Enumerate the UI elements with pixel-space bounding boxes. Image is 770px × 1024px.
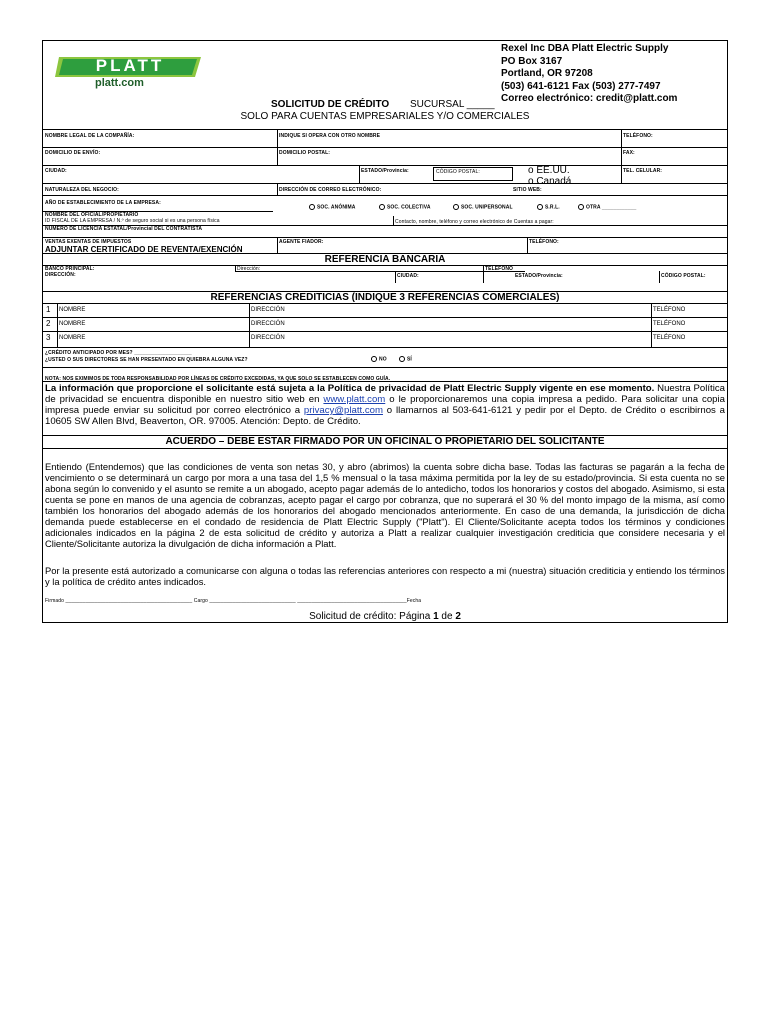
bond-agent-label[interactable]: AGENTE FIADOR:: [279, 239, 324, 245]
radio-icon: [399, 356, 405, 362]
bank-city-label[interactable]: CIUDAD:: [397, 273, 419, 279]
phone-label[interactable]: TELÉFONO:: [623, 133, 653, 139]
fax-label[interactable]: FAX:: [623, 150, 635, 156]
license-label[interactable]: NÚMERO DE LICENCIA ESTATAL/Provincial DEL CONTRATISTA: [45, 226, 203, 232]
credit-application-form: [42, 40, 728, 623]
resale-certificate-label: ADJUNTAR CERTIFICADO DE REVENTA/EXENCIÓN: [45, 245, 243, 254]
title-text: SOLICITUD DE CRÉDITO: [271, 99, 390, 110]
cell-label[interactable]: TEL. CELULAR:: [623, 168, 663, 174]
radio-icon: [453, 204, 459, 210]
bank-name-label[interactable]: BANCO PRINCIPAL:: [45, 266, 95, 272]
credit-references-heading: REFERENCIAS CREDITICIAS (INDIQUE 3 REFERENCIAS COMERCIALES): [210, 292, 560, 303]
bank-state-label[interactable]: ESTADO/Provincia:: [515, 273, 563, 279]
footer-page: 1: [433, 611, 439, 622]
entity-type-unipersonal[interactable]: [453, 204, 513, 210]
footer-text: Solicitud de crédito: Página: [309, 611, 434, 622]
postal-address-label[interactable]: DOMICILIO POSTAL:: [279, 150, 331, 156]
entity-type-label: SOC. ANÓNIMA: [317, 204, 356, 211]
privacy-email-link[interactable]: privacy@platt.com: [303, 405, 383, 416]
year-established-label[interactable]: AÑO DE ESTABLECIMIENTO DE LA EMPRESA:: [45, 200, 161, 206]
address-line: Portland, OR 97208: [501, 68, 593, 79]
email-address-label[interactable]: DIRECCIÓN DE CORREO ELECTRÓNICO:: [279, 187, 382, 193]
radio-icon: [379, 204, 385, 210]
website-link[interactable]: www.platt.com: [323, 394, 386, 405]
ap-contact-label[interactable]: Contacto, nombre, teléfono y correo electrónico de Cuentas a pagar:: [395, 219, 554, 225]
bank-reference-heading: REFERENCIA BANCARIA: [324, 254, 446, 265]
agreement-heading: ACUERDO – DEBE ESTAR FIRMADO POR UN OFICINAL O PROPIETARIO DEL SOLICITANTE: [165, 436, 605, 447]
reference-phone-field[interactable]: TELÉFONO: [653, 321, 686, 327]
privacy-text: Nuestra Política de privacidad se encuentra disponible en nuestro sitio web en: [45, 383, 725, 405]
reference-address-field[interactable]: DIRECCIÓN: [251, 307, 285, 313]
entity-type-other[interactable]: [578, 204, 636, 210]
form-subtitle: SOLO PARA CUENTAS EMPRESARIALES Y/O COMERCIALES: [240, 111, 530, 122]
privacy-bold: La información que proporcione el solicitante está sujeta a la Política de privacidad de Platt Electric Supply vigente en ese momento.: [45, 383, 655, 394]
ship-address-label[interactable]: DOMICILIO DE ENVÍO:: [45, 150, 101, 156]
entity-type-colectiva[interactable]: [379, 204, 431, 210]
reference-number: 1: [46, 305, 51, 314]
footer-total: 2: [455, 611, 461, 622]
reference-number: 3: [46, 333, 51, 342]
country-canada-option[interactable]: o Canadá: [528, 176, 572, 187]
logo-url: platt.com: [95, 77, 144, 89]
privacy-text: o llamarnos al 503-641-6121 y pedir por el Depto. de Crédito o escribirnos a 10605 SW Allen Blvd, Beaverton, OR. 97005. Atención: Depto. de Crédito.: [45, 405, 725, 427]
nature-label[interactable]: NATURALEZA DEL NEGOCIO:: [45, 187, 119, 193]
radio-icon: [371, 356, 377, 362]
legal-name-label[interactable]: NOMBRE LEGAL DE LA COMPAÑÍA:: [45, 133, 135, 139]
radio-icon: [537, 204, 543, 210]
reference-name-field[interactable]: NOMBRE: [59, 321, 86, 327]
liability-note: NOTA: NOS EXIMIMOS DE TODA RESPONSABILIDAD POR LÍNEAS DE CRÉDITO EXCEDIDAS, YA QUE SOLO SE ESTABLECEN COMO GUÍA.: [45, 376, 391, 382]
bank-address-label[interactable]: Dirección:: [237, 266, 261, 272]
bankruptcy-no-option[interactable]: [371, 356, 387, 362]
officer-label[interactable]: NOMBRE DEL OFICIAL/PROPIETARIO: [45, 212, 139, 218]
tax-exempt-label[interactable]: VENTAS EXENTAS DE IMPUESTOS: [45, 239, 132, 245]
bankruptcy-yes-option[interactable]: [399, 356, 412, 362]
entity-type-srl[interactable]: [537, 204, 560, 210]
address-line: Correo electrónico: credit@platt.com: [501, 93, 678, 104]
company-address: [501, 43, 677, 106]
reference-name-field[interactable]: NOMBRE: [59, 335, 86, 341]
privacy-text: o le proporcionaremos una copia impresa a pedido. Para solicitar una copia impresa puede enviar su solicitud por correo electrónico a: [45, 394, 725, 416]
bank-zip-label[interactable]: CÓDIGO POSTAL:: [661, 273, 706, 279]
entity-type-label: OTRA ____________: [586, 204, 637, 211]
bankruptcy-question: ¿USTED O SUS DIRECTORES SE HAN PRESENTADO EN QUIEBRA ALGUNA VEZ?: [45, 357, 248, 363]
reference-phone-field[interactable]: TELÉFONO: [653, 307, 686, 313]
address-line: PO Box 3167: [501, 55, 563, 67]
logo-wordmark: PLATT: [95, 56, 165, 75]
entity-type-label: SOC. UNIPERSONAL: [461, 204, 513, 211]
footer-text: de: [438, 611, 456, 622]
zip-box[interactable]: [433, 167, 513, 181]
address-line: (503) 641-6121 Fax (503) 277-7497: [501, 80, 661, 92]
entity-type-label: SOC. COLECTIVA: [387, 204, 431, 211]
reference-phone-field[interactable]: TELÉFONO: [653, 335, 686, 341]
reference-number: 2: [46, 319, 51, 328]
zip-label: CÓDIGO POSTAL:: [436, 169, 480, 175]
branch-field[interactable]: SUCURSAL _____: [409, 99, 495, 110]
state-label[interactable]: ESTADO/Provincia:: [361, 168, 409, 174]
city-label[interactable]: CIUDAD:: [45, 168, 67, 174]
agreement-body: Entiendo (Entendemos) que las condiciones de venta son netas 30, y abro (abrimos) la cuenta sobre dicha base. Todas las facturas se pagarán a la fecha de vencimiento o se determinará un cargo por mora a una tasa del 1,5 % mensual o la tasa máxima permitida por la ley de su estado/provincia. Si esta cuenta no se abona según lo convenido y el asunto se remite a un abogado, acepto pagar además de lo antedicho, todos los honorarios y costos del abogado. Asimismo, si esta cuenta se pone en manos de una agencia de cobranzas, acepto pagar el cargo por cobranza, que no superará el 30 % del monto impago de la misma, así como también los honorarios del abogado además de los honorarios del abogado mencionados anteriormente. En caso de una demanda, la jurisdicción de dicha demanda puede establecerse en el condado de residencia de Platt Electric Supply ("Platt"). El Cliente/Solicitante acepta todos los términos y condiciones adicionales indicados en la página 2 de esta solicitud de crédito y autoriza a Platt a realizar cualquier investigación crediticia que considere necesaria y el Cliente/Solicitante autoriza la divulgación de dicha información a Platt.: [45, 461, 725, 549]
privacy-notice: [45, 383, 725, 427]
country-us-option[interactable]: o EE.UU.: [528, 165, 570, 176]
page-footer: [43, 611, 727, 622]
reference-name-field[interactable]: NOMBRE: [59, 307, 86, 313]
entity-type-label: S.R.L.: [545, 204, 560, 211]
reference-address-field[interactable]: DIRECCIÓN: [251, 321, 285, 327]
other-name-label[interactable]: INDIQUE SI OPERA CON OTRO NOMBRE: [279, 133, 381, 139]
option-label: NO: [379, 356, 387, 363]
monthly-credit-field[interactable]: ¿CRÉDITO ANTICIPADO POR MES? ____________________: [45, 350, 192, 356]
entity-type-sa[interactable]: [309, 204, 356, 210]
option-label: SÍ: [407, 356, 412, 363]
radio-icon: [578, 204, 584, 210]
website-label[interactable]: SITIO WEB:: [513, 187, 542, 193]
authorization-text: Por la presente está autorizado a comunicarse con alguna o todas las referencias anteriores con respecto a mi (nuestra) situación crediticia y entiendo los términos y la política de crédito antes indicados.: [45, 565, 725, 587]
address-line: Rexel Inc DBA Platt Electric Supply: [501, 43, 669, 54]
bank-phone-label[interactable]: TELÉFONO: [485, 266, 514, 272]
radio-icon: [309, 204, 315, 210]
tax-id-label[interactable]: ID FISCAL DE LA EMPRESA / N.º de seguro social si es una persona física: [45, 218, 220, 224]
form-title: [271, 99, 495, 110]
reference-address-field[interactable]: DIRECCIÓN: [251, 335, 285, 341]
platt-logo: [55, 55, 205, 89]
signature-line[interactable]: Firmado ____________________________________________ Cargo ______________________________ ______________________________________Fecha: [45, 598, 422, 604]
bank-direction-label[interactable]: DIRECCIÓN:: [45, 272, 76, 278]
bond-phone-label[interactable]: TELÉFONO:: [529, 239, 559, 245]
